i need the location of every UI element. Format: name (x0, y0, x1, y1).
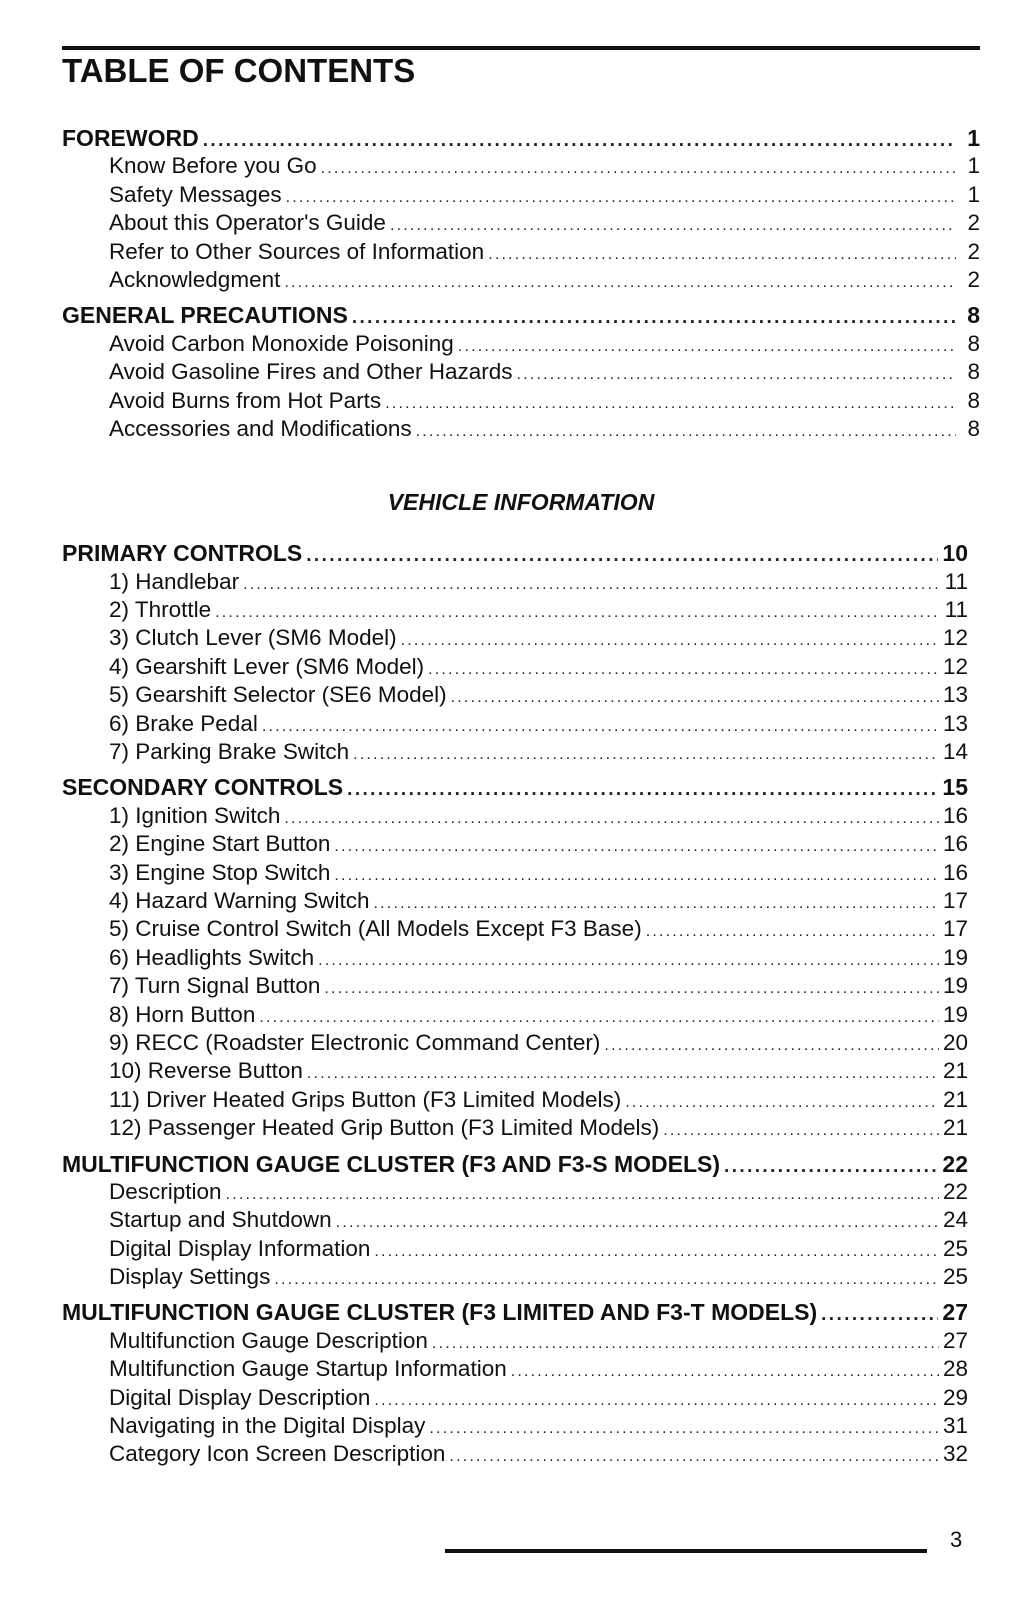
toc-entry-label: MULTIFUNCTION GAUGE CLUSTER (F3 AND F3-S MODELS) (62, 1150, 721, 1177)
dot-leader (347, 776, 938, 804)
toc-entry[interactable] (62, 266, 980, 294)
toc-entry-page: 25 (942, 1235, 968, 1261)
toc-entry-page: 31 (942, 1413, 968, 1439)
dot-leader (724, 1153, 938, 1181)
toc-entry-label: Digital Display Description (109, 1384, 371, 1410)
dot-leader (306, 542, 938, 570)
toc-entry[interactable] (62, 887, 968, 915)
dot-leader (429, 1415, 939, 1443)
dot-leader (821, 1301, 938, 1329)
toc-entry-page: 2 (967, 266, 980, 292)
toc-entry-label: Know Before you Go (109, 153, 317, 179)
toc-entry-label: 3) Engine Stop Switch (109, 859, 331, 885)
toc-chapter-heading[interactable] (62, 773, 968, 801)
dot-leader (284, 269, 956, 297)
toc-entry-label: Refer to Other Sources of Information (109, 238, 485, 264)
toc-entry[interactable] (62, 387, 980, 415)
section-heading: VEHICLE INFORMATION (387, 489, 655, 516)
dot-leader (604, 1032, 939, 1060)
toc-entry-label: Navigating in the Digital Display (109, 1413, 426, 1439)
toc-entry-page: 1 (967, 125, 980, 151)
toc-entry[interactable] (62, 181, 980, 209)
toc-entry-page: 11 (944, 597, 968, 623)
page-number: 3 (950, 1527, 963, 1552)
toc-entry-page: 27 (942, 1299, 968, 1326)
toc-entry[interactable] (62, 1001, 968, 1029)
toc-entry-page: 16 (942, 859, 968, 885)
toc-entry-label: GENERAL PRECAUTIONS (62, 302, 348, 329)
toc-entry-label: PRIMARY CONTROLS (62, 540, 303, 567)
toc-entry[interactable] (62, 415, 980, 443)
toc-entry-page: 19 (942, 1001, 968, 1027)
toc-entry-label: 5) Cruise Control Switch (All Models Except F3 Base) (109, 916, 642, 942)
page-title: TABLE OF CONTENTS (62, 52, 416, 89)
dot-leader (517, 361, 956, 389)
toc-chapter-heading[interactable] (62, 301, 980, 329)
toc-entry-label: 7) Turn Signal Button (109, 973, 321, 999)
toc-entry-label: SECONDARY CONTROLS (62, 774, 344, 801)
toc-chapter (62, 773, 968, 1142)
dot-leader (416, 418, 956, 446)
dot-leader (321, 155, 956, 183)
toc-entry-page: 8 (967, 359, 980, 385)
toc-entry[interactable] (62, 238, 980, 266)
toc-chapter-heading[interactable] (62, 124, 980, 152)
toc-entry[interactable] (62, 358, 980, 386)
toc-entry[interactable] (62, 653, 968, 681)
toc-part-2 (62, 539, 980, 1469)
dot-leader (401, 627, 939, 655)
dot-leader (374, 1238, 939, 1266)
dot-leader (243, 571, 941, 599)
toc-chapter-heading[interactable] (62, 1298, 968, 1326)
toc-entry[interactable] (62, 830, 968, 858)
toc-entry-label: 1) Handlebar (109, 568, 240, 594)
toc-entry-label: Category Icon Screen Description (109, 1441, 446, 1467)
dot-leader (215, 599, 941, 627)
toc-entry-label: Avoid Burns from Hot Parts (109, 387, 382, 413)
toc-entry-page: 12 (942, 625, 968, 651)
dot-leader (511, 1358, 939, 1386)
dot-leader (374, 890, 939, 918)
toc-entry-label: MULTIFUNCTION GAUGE CLUSTER (F3 LIMITED AND F3-T MODELS) (62, 1299, 818, 1326)
dot-leader (286, 184, 956, 212)
toc-entry-page: 8 (967, 302, 980, 329)
toc-entry[interactable] (62, 972, 968, 1000)
toc-entry-label: 6) Headlights Switch (109, 944, 315, 970)
dot-leader (663, 1117, 939, 1145)
toc-entry-page: 10 (942, 540, 968, 567)
toc-entry-page: 16 (942, 802, 968, 828)
toc-entry-page: 1 (967, 181, 980, 207)
toc-entry-page: 8 (967, 415, 980, 441)
toc-entry-page: 16 (942, 831, 968, 857)
toc-entry-label: 7) Parking Brake Switch (109, 739, 350, 765)
toc-entry-label: Digital Display Information (109, 1235, 371, 1261)
dot-leader (432, 1330, 939, 1358)
toc-entry-page: 13 (942, 710, 968, 736)
toc-entry-label: Acknowledgment (109, 266, 281, 292)
toc-entry-label: Display Settings (109, 1264, 271, 1290)
toc-entry-label: Startup and Shutdown (109, 1207, 332, 1233)
toc-entry[interactable] (62, 710, 968, 738)
toc-entry[interactable] (62, 915, 968, 943)
toc-entry-label: 2) Engine Start Button (109, 831, 331, 857)
dot-leader (318, 947, 939, 975)
toc-entry-page: 11 (944, 568, 968, 594)
dot-leader (259, 1004, 939, 1032)
dot-leader (625, 1089, 939, 1117)
dot-leader (352, 304, 956, 332)
dot-leader (390, 212, 956, 240)
dot-leader (226, 1181, 939, 1209)
toc-entry-label: 8) Horn Button (109, 1001, 256, 1027)
dot-leader (307, 1060, 939, 1088)
toc-entry-label: 11) Driver Heated Grips Button (F3 Limited Models) (109, 1086, 622, 1112)
toc-entry[interactable] (62, 1114, 968, 1142)
toc-entry[interactable] (62, 859, 968, 887)
toc-entry-page: 24 (942, 1207, 968, 1233)
dot-leader (334, 862, 939, 890)
toc-entry-page: 21 (942, 1058, 968, 1084)
toc-entry-label: 12) Passenger Heated Grip Button (F3 Limited Models) (109, 1115, 660, 1141)
toc-entry-page: 1 (967, 153, 980, 179)
toc-entry-label: Safety Messages (109, 181, 282, 207)
dot-leader (284, 805, 939, 833)
table-of-contents (62, 124, 980, 1476)
toc-entry-label: Multifunction Gauge Description (109, 1327, 428, 1353)
toc-entry[interactable] (62, 209, 980, 237)
toc-chapter (62, 124, 980, 294)
toc-entry[interactable] (62, 596, 968, 624)
toc-entry-label: About this Operator's Guide (109, 210, 386, 236)
toc-entry-label: 4) Gearshift Lever (SM6 Model) (109, 653, 425, 679)
dot-leader (336, 1209, 939, 1237)
toc-entry-page: 12 (942, 653, 968, 679)
toc-entry[interactable] (62, 1263, 968, 1291)
toc-entry-page: 13 (942, 682, 968, 708)
toc-chapter-heading[interactable] (62, 539, 968, 567)
dot-leader (449, 1443, 939, 1471)
toc-entry-page: 20 (942, 1029, 968, 1055)
toc-entry[interactable] (62, 568, 968, 596)
toc-entry-page: 17 (942, 916, 968, 942)
toc-entry[interactable] (62, 1412, 968, 1440)
toc-entry[interactable] (62, 1029, 968, 1057)
toc-entry[interactable] (62, 944, 968, 972)
toc-chapter-heading[interactable] (62, 1150, 968, 1178)
toc-entry-label: 4) Hazard Warning Switch (109, 887, 370, 913)
toc-entry-label: 5) Gearshift Selector (SE6 Model) (109, 682, 447, 708)
toc-entry[interactable] (62, 1086, 968, 1114)
toc-entry[interactable] (62, 624, 968, 652)
dot-leader (324, 975, 939, 1003)
toc-part-1 (62, 124, 980, 443)
toc-chapter (62, 539, 968, 766)
toc-entry-page: 21 (942, 1115, 968, 1141)
toc-entry[interactable] (62, 802, 968, 830)
dot-leader (374, 1387, 939, 1415)
dot-leader (262, 713, 939, 741)
toc-entry-page: 27 (942, 1327, 968, 1353)
toc-entry-page: 2 (967, 210, 980, 236)
dot-leader (428, 656, 939, 684)
dot-leader (458, 333, 956, 361)
toc-entry-label: Avoid Gasoline Fires and Other Hazards (109, 359, 513, 385)
toc-entry-page: 32 (942, 1441, 968, 1467)
toc-entry-label: 1) Ignition Switch (109, 802, 281, 828)
dot-leader (385, 390, 956, 418)
toc-entry-page: 8 (967, 330, 980, 356)
toc-entry-page: 22 (942, 1178, 968, 1204)
toc-entry-label: Accessories and Modifications (109, 415, 412, 441)
toc-entry-page: 15 (942, 774, 968, 801)
toc-entry[interactable] (62, 1206, 968, 1234)
dot-leader (646, 918, 939, 946)
toc-chapter (62, 301, 980, 443)
toc-entry-page: 14 (942, 739, 968, 765)
toc-entry-page: 28 (942, 1356, 968, 1382)
toc-entry-page: 8 (967, 387, 980, 413)
toc-entry-label: 10) Reverse Button (109, 1058, 303, 1084)
toc-entry-page: 2 (967, 238, 980, 264)
toc-entry[interactable] (62, 681, 968, 709)
toc-entry-label: Description (109, 1178, 222, 1204)
toc-entry[interactable] (62, 738, 968, 766)
dot-leader (203, 127, 956, 155)
toc-entry-page: 19 (942, 973, 968, 999)
bottom-rule (445, 1549, 927, 1553)
toc-entry[interactable] (62, 1440, 968, 1468)
toc-chapter (62, 1150, 968, 1292)
toc-entry-page: 21 (942, 1086, 968, 1112)
toc-entry[interactable] (62, 1057, 968, 1085)
toc-entry-page: 19 (942, 944, 968, 970)
toc-entry[interactable] (62, 330, 980, 358)
toc-entry-page: 17 (942, 887, 968, 913)
toc-entry-page: 29 (942, 1384, 968, 1410)
toc-entry[interactable] (62, 152, 980, 180)
toc-entry[interactable] (62, 1178, 968, 1206)
toc-entry[interactable] (62, 1355, 968, 1383)
dot-leader (451, 684, 939, 712)
toc-entry-page: 22 (942, 1150, 968, 1177)
dot-leader (353, 741, 939, 769)
dot-leader (488, 241, 956, 269)
toc-entry-label: FOREWORD (62, 125, 199, 151)
dot-leader (334, 833, 939, 861)
toc-entry-label: 3) Clutch Lever (SM6 Model) (109, 625, 397, 651)
toc-entry-label: 2) Throttle (109, 597, 212, 623)
toc-entry[interactable] (62, 1384, 968, 1412)
toc-entry-page: 25 (942, 1264, 968, 1290)
toc-entry-label: Multifunction Gauge Startup Information (109, 1356, 507, 1382)
toc-chapter (62, 1298, 968, 1468)
dot-leader (274, 1266, 939, 1294)
toc-entry[interactable] (62, 1235, 968, 1263)
toc-entry-label: 9) RECC (Roadster Electronic Command Center) (109, 1029, 601, 1055)
toc-entry[interactable] (62, 1327, 968, 1355)
toc-entry-label: 6) Brake Pedal (109, 710, 258, 736)
toc-entry-label: Avoid Carbon Monoxide Poisoning (109, 330, 454, 356)
